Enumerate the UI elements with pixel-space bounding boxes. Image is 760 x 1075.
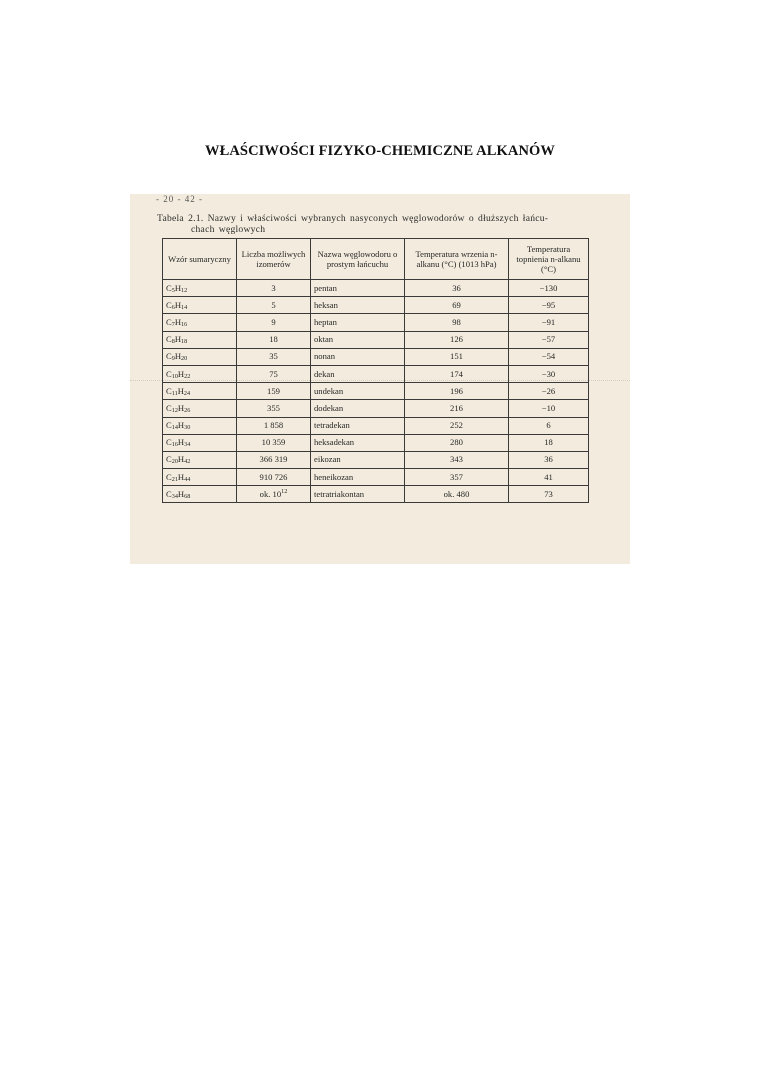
isomers-cell <box>237 331 311 348</box>
isomers-value: 159 <box>267 385 280 396</box>
melting-cell: −57 <box>509 331 589 348</box>
table-row <box>163 297 589 314</box>
formula-cell <box>163 280 237 297</box>
header-formula: Wzór sumaryczny <box>163 239 237 280</box>
isomers-value: 75 <box>269 368 278 379</box>
formula-h-count: 22 <box>184 372 191 380</box>
isomers-exponent: 12 <box>281 487 288 495</box>
boiling-cell: 36 <box>405 280 509 297</box>
boiling-cell: 98 <box>405 314 509 331</box>
formula-c: C <box>166 402 172 413</box>
formula-c-count: 12 <box>171 406 178 414</box>
name-cell: undekan <box>311 383 405 400</box>
formula-h-count: 68 <box>184 492 191 500</box>
melting-cell: 18 <box>509 434 589 451</box>
name-cell: heneikozan <box>311 469 405 486</box>
isomers-value: 18 <box>269 334 278 345</box>
isomers-value: 355 <box>267 402 280 413</box>
isomers-cell <box>237 417 311 434</box>
formula-cell <box>163 297 237 314</box>
formula-h-count: 18 <box>181 338 188 346</box>
formula-c-count: 6 <box>171 303 175 311</box>
name-cell: pentan <box>311 280 405 297</box>
boiling-cell: ok. 480 <box>405 486 509 503</box>
formula-h-count: 42 <box>184 458 191 466</box>
name-cell: dekan <box>311 365 405 382</box>
formula-h: H <box>174 316 182 327</box>
isomers-value: 5 <box>271 299 276 310</box>
formula-c-count: 10 <box>171 372 178 380</box>
formula-h-count: 24 <box>183 389 191 397</box>
formula-h: H <box>174 351 182 362</box>
melting-cell: −10 <box>509 400 589 417</box>
boiling-cell: 174 <box>405 365 509 382</box>
isomers-value: 366 319 <box>259 454 288 465</box>
formula-h: H <box>174 282 182 293</box>
boiling-cell: 196 <box>405 383 509 400</box>
melting-cell: −26 <box>509 383 589 400</box>
formula-c-count: 11 <box>171 389 178 397</box>
melting-cell: −91 <box>509 314 589 331</box>
formula-h: H <box>177 368 185 379</box>
formula-h-count: 14 <box>181 303 188 311</box>
caption-line-1: Tabela 2.1. Nazwy i właściwości wybranych nasyconych węglowodorów o dłuższych łańcu- <box>157 213 549 224</box>
isomers-cell <box>237 297 311 314</box>
formula-cell <box>163 383 237 400</box>
table-row <box>163 486 589 503</box>
formula-c: C <box>166 471 172 482</box>
name-cell: nonan <box>311 348 405 365</box>
table-row <box>163 280 589 297</box>
page-title: WŁAŚCIWOŚCI FIZYKO-CHEMICZNE ALKANÓW <box>204 143 556 159</box>
boiling-cell: 357 <box>405 469 509 486</box>
formula-c: C <box>166 420 172 431</box>
melting-cell: 73 <box>509 486 589 503</box>
formula-h: H <box>174 334 182 345</box>
name-cell: heptan <box>311 314 405 331</box>
boiling-cell: 343 <box>405 451 509 468</box>
formula-c: C <box>166 437 172 448</box>
table-row <box>163 314 589 331</box>
page-number-fragment: - 20 - 42 - <box>156 194 203 204</box>
formula-c: C <box>166 282 172 293</box>
table-row <box>163 331 589 348</box>
isomers-value: 910 726 <box>259 471 288 482</box>
formula-h: H <box>177 402 185 413</box>
table-row <box>163 348 589 365</box>
melting-cell: −30 <box>509 365 589 382</box>
formula-c: C <box>166 454 172 465</box>
melting-cell: −54 <box>509 348 589 365</box>
name-cell: oktan <box>311 331 405 348</box>
header-isomers: Liczba możliwych izomerów <box>237 239 311 280</box>
isomers-value: ok. 10 <box>259 488 282 499</box>
formula-h-count: 34 <box>184 441 191 449</box>
formula-cell <box>163 486 237 503</box>
isomers-cell <box>237 348 311 365</box>
formula-h: H <box>177 420 185 431</box>
formula-c-count: 14 <box>171 424 178 432</box>
table-row <box>163 365 589 382</box>
isomers-cell <box>237 451 311 468</box>
formula-c: C <box>166 368 172 379</box>
formula-c-count: 9 <box>171 355 175 363</box>
formula-h-count: 30 <box>184 424 191 432</box>
formula-cell <box>163 365 237 382</box>
formula-h-count: 44 <box>184 475 191 483</box>
formula-c-count: 20 <box>171 458 178 466</box>
formula-h: H <box>177 454 185 465</box>
table-row <box>163 469 589 486</box>
table-header-row <box>163 239 589 280</box>
formula-cell <box>163 469 237 486</box>
formula-c-count: 21 <box>171 475 178 483</box>
isomers-value: 35 <box>269 351 278 362</box>
table-row <box>163 434 589 451</box>
melting-cell: 6 <box>509 417 589 434</box>
boiling-cell: 151 <box>405 348 509 365</box>
name-cell: dodekan <box>311 400 405 417</box>
boiling-cell: 280 <box>405 434 509 451</box>
name-cell: tetradekan <box>311 417 405 434</box>
table-caption <box>157 213 607 235</box>
caption-line-2: chach węglowych <box>191 224 266 235</box>
header-melting: Temperatura topnienia n-alkanu (°C) <box>509 239 589 280</box>
formula-c: C <box>166 334 172 345</box>
isomers-cell <box>237 314 311 331</box>
isomers-cell <box>237 486 311 503</box>
isomers-cell <box>237 434 311 451</box>
name-cell: eikozan <box>311 451 405 468</box>
isomers-cell <box>237 280 311 297</box>
header-boiling: Temperatura wrzenia n-alkanu (°C) (1013 hPa) <box>405 239 509 280</box>
isomers-cell <box>237 383 311 400</box>
table-row <box>163 383 589 400</box>
formula-c-count: 7 <box>171 320 175 328</box>
table-row <box>163 417 589 434</box>
formula-c: C <box>166 299 172 310</box>
formula-c-count: 5 <box>171 286 175 294</box>
isomers-value: 10 359 <box>261 437 286 448</box>
scanned-table-image <box>130 194 630 564</box>
formula-h-count: 20 <box>181 355 188 363</box>
formula-c: C <box>166 316 172 327</box>
name-cell: tetratriakontan <box>311 486 405 503</box>
melting-cell: 41 <box>509 469 589 486</box>
formula-c-count: 34 <box>171 492 178 500</box>
formula-h-count: 12 <box>181 286 188 294</box>
formula-cell <box>163 348 237 365</box>
formula-cell <box>163 451 237 468</box>
formula-h: H <box>174 299 182 310</box>
melting-cell: −130 <box>509 280 589 297</box>
melting-cell: 36 <box>509 451 589 468</box>
boiling-cell: 126 <box>405 331 509 348</box>
formula-h: H <box>177 437 185 448</box>
boiling-cell: 69 <box>405 297 509 314</box>
formula-cell <box>163 434 237 451</box>
boiling-cell: 252 <box>405 417 509 434</box>
header-name: Nazwa węglowodoru o prostym łańcuchu <box>311 239 405 280</box>
formula-h: H <box>177 471 185 482</box>
isomers-cell <box>237 469 311 486</box>
isomers-value: 1 858 <box>263 420 284 431</box>
formula-h-count: 16 <box>181 320 188 328</box>
table-row <box>163 451 589 468</box>
isomers-cell <box>237 365 311 382</box>
alkanes-table <box>162 238 589 503</box>
isomers-value: 3 <box>271 282 276 293</box>
formula-c: C <box>166 385 172 396</box>
name-cell: heksan <box>311 297 405 314</box>
isomers-cell <box>237 400 311 417</box>
formula-h-count: 26 <box>184 406 191 414</box>
formula-c: C <box>166 351 172 362</box>
formula-cell <box>163 417 237 434</box>
table-row <box>163 400 589 417</box>
boiling-cell: 216 <box>405 400 509 417</box>
formula-cell <box>163 400 237 417</box>
formula-c-count: 8 <box>171 338 175 346</box>
formula-cell <box>163 331 237 348</box>
isomers-value: 9 <box>271 316 276 327</box>
name-cell: heksadekan <box>311 434 405 451</box>
formula-h: H <box>177 488 185 499</box>
formula-c: C <box>166 488 172 499</box>
formula-h: H <box>177 385 184 396</box>
melting-cell: −95 <box>509 297 589 314</box>
formula-c-count: 16 <box>171 441 178 449</box>
formula-cell <box>163 314 237 331</box>
